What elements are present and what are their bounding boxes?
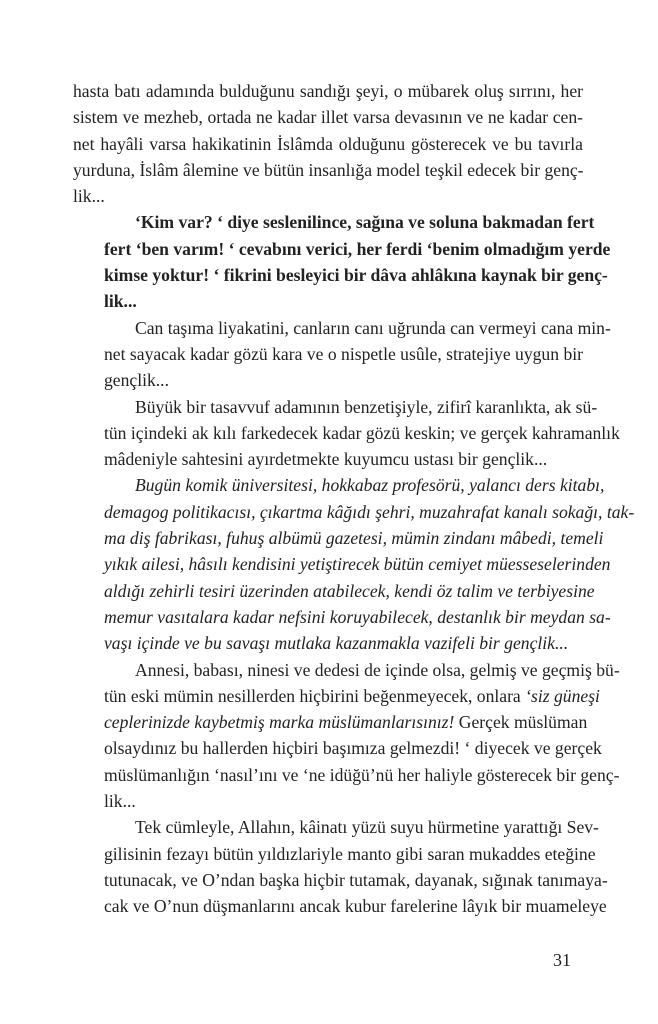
page-number: 31 <box>553 950 571 970</box>
text-line: kimse yoktur! ‘ fikrini besleyici bir dâva ahlâkına kaynak bir genç- <box>104 265 608 286</box>
text-line: lik... <box>104 791 136 812</box>
text-line: Can taşıma liyakatini, canların canı uğrunda can vermeyi cana min- <box>135 317 611 338</box>
text-line: aldığı zehirli tesiri üzerinden atabilecek, kendi öz talim ve terbiyesine <box>104 580 595 601</box>
text-line: yurduna, İslâm âlemine ve bütün insanlığa model teşkil edecek bir genç- <box>73 159 584 180</box>
italic-quote-run: ‘siz güneşi <box>525 685 600 706</box>
text-line: tün içindeki ak kılı farkedecek kadar gözü keskin; ve gerçek kahramanlık <box>104 422 620 443</box>
text-line: demagog politikacısı, çıkartma kâğıdı şehri, muzahrafat kanalı sokağı, tak- <box>104 501 635 522</box>
book-page-body <box>73 78 635 920</box>
text-line: gilisinin fezayı bütün yıldızlariyle manto gibi saran mukaddes eteğine <box>104 843 596 864</box>
paragraph-4 <box>73 394 620 473</box>
paragraph-3 <box>73 315 611 394</box>
text-line: Büyük bir tasavvuf adamının benzetişiyle, zifirî karanlıkta, ak sü- <box>135 396 598 417</box>
text-line: lik... <box>104 291 137 312</box>
text-line: ma diş fabrikası, fuhuş albümü gazetesi, mümin zindanı mâbedi, temeli <box>104 528 604 549</box>
text-line: olsaydınız bu hallerden hiçbiri başımıza gelmezdi! ‘ diyecek ve gerçek <box>104 738 602 759</box>
text-line: Tek cümleyle, Allahın, kâinatı yüzü suyu hürmetine yarattığı Sev- <box>135 817 599 838</box>
italic-quote-run: ceplerinizde kaybetmiş marka müslümanlarısınız! <box>104 712 455 733</box>
paragraph-7 <box>73 814 608 919</box>
paragraph-1 <box>73 78 583 209</box>
text-line: gençlik... <box>104 370 169 391</box>
text-line: ‘Kim var? ‘ diye seslenilince, sağına ve soluna bakmadan fert <box>135 212 595 233</box>
text-line: hasta batı adamında bulduğunu sandığı şeyi, o mübarek oluş sırrını, her <box>73 81 583 101</box>
text-line: memur vasıtalara kadar nefsini koruyabilecek, destanlık bir meydan sa- <box>104 606 611 627</box>
text-run: Gerçek müslüman <box>454 712 588 733</box>
text-line: mâdeniyle sahtesini ayırdetmekte kuyumcu ustası bir gençlik... <box>104 449 548 470</box>
text-run: tün eski mümin nesillerden hiçbirini beğenmeyecek, onlara <box>104 685 526 706</box>
text-line: lik... <box>73 186 105 207</box>
paragraph-2-bold <box>73 209 611 314</box>
text-line: vaşı içinde ve bu savaşı mutlaka kazanmakla vazifeli bir gençlik... <box>104 633 569 654</box>
text-line: müslümanlığın ‘nasıl’ını ve ‘ne idüğü’nü her haliyle gösterecek bir genç- <box>104 764 620 785</box>
text-line: net sayacak kadar gözü kara ve o nispetle usûle, stratejiye uygun bir <box>104 343 583 364</box>
paragraph-6 <box>73 657 620 815</box>
text-line-mixed <box>73 683 600 709</box>
text-line: sistem ve mezheb, ortada ne kadar illet varsa devasının ve ne kadar cen- <box>73 107 583 128</box>
paragraph-5-italic <box>73 472 635 656</box>
text-line: yıkık ailesi, hâsılı kendisini yetiştirecek bütün cemiyet müesseselerinden <box>104 554 611 575</box>
text-line-mixed <box>73 709 588 735</box>
text-line: Annesi, babası, ninesi ve dedesi de içinde olsa, gelmiş ve geçmiş bü- <box>135 659 620 680</box>
text-line: net hayâli varsa hakikatinin İslâmda olduğunu gösterecek ve bu tavırla <box>73 133 583 154</box>
text-line: Bugün komik üniversitesi, hokkabaz profesörü, yalancı ders kitabı, <box>135 475 605 496</box>
text-line: fert ‘ben varım! ‘ cevabını verici, her ferdi ‘benim olmadığım yerde <box>104 238 611 259</box>
text-line: cak ve O’nun düşmanlarını ancak kubur farelerine lâyık bir muameleye <box>104 896 607 917</box>
text-line: tutunacak, ve O’ndan başka hiçbir tutamak, dayanak, sığınak tanımaya- <box>104 869 608 890</box>
